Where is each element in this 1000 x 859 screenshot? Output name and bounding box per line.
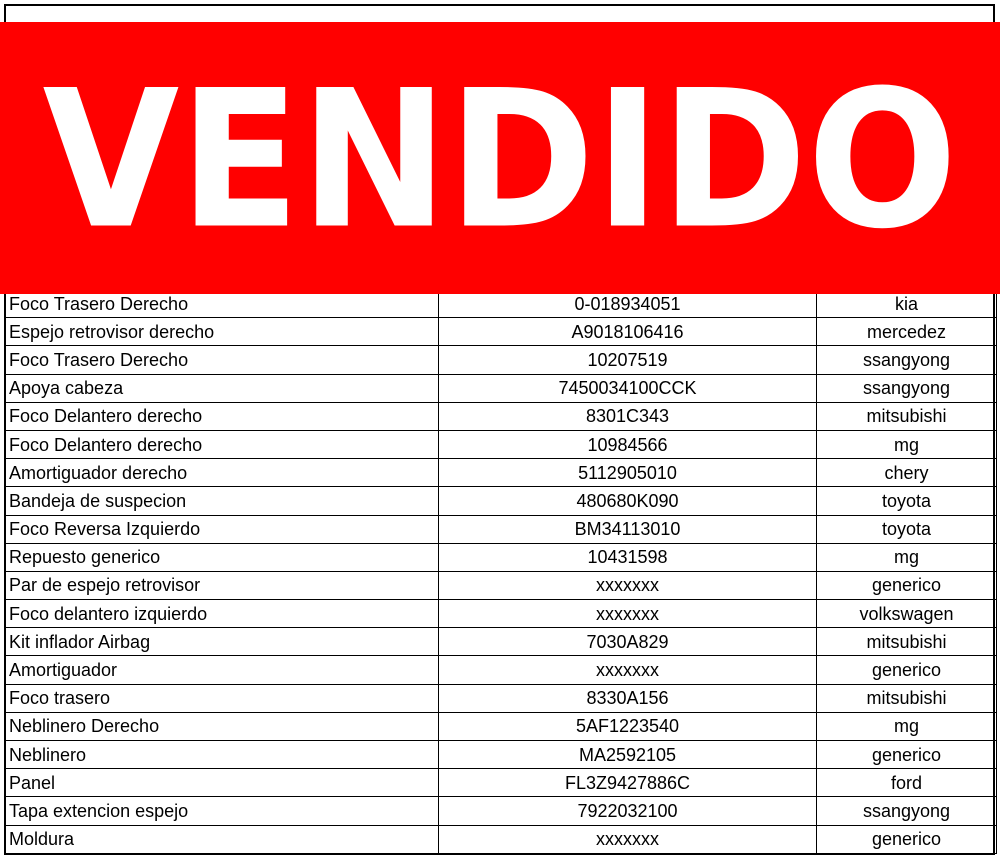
part-brand-cell: chery [817, 459, 997, 487]
part-brand-cell: generico [817, 656, 997, 684]
part-brand-cell: kia [817, 290, 997, 318]
table-row [5, 825, 997, 853]
part-description-cell: Foco Delantero derecho [5, 430, 439, 458]
part-brand-cell: mitsubishi [817, 684, 997, 712]
part-code-cell: FL3Z9427886C [439, 769, 817, 797]
table-row [5, 346, 997, 374]
part-description-cell: Neblinero Derecho [5, 712, 439, 740]
part-description-cell: Amortiguador derecho [5, 459, 439, 487]
part-brand-cell: mercedez [817, 318, 997, 346]
part-brand-cell: mitsubishi [817, 402, 997, 430]
part-code-cell: 0-018934051 [439, 290, 817, 318]
part-description-cell: Amortiguador [5, 656, 439, 684]
part-description-cell: Foco Trasero Derecho [5, 346, 439, 374]
parts-table-body [5, 290, 997, 853]
part-code-cell: 5AF1223540 [439, 712, 817, 740]
part-description-cell: Repuesto generico [5, 543, 439, 571]
part-code-cell: xxxxxxx [439, 600, 817, 628]
part-brand-cell: ssangyong [817, 346, 997, 374]
part-code-cell: 7030A829 [439, 628, 817, 656]
table-row [5, 769, 997, 797]
sold-stamp [0, 22, 1000, 294]
part-description-cell: Foco trasero [5, 684, 439, 712]
part-description-cell: Foco delantero izquierdo [5, 600, 439, 628]
part-code-cell: BM34113010 [439, 515, 817, 543]
part-description-cell: Foco Delantero derecho [5, 402, 439, 430]
table-row [5, 600, 997, 628]
table-row [5, 487, 997, 515]
part-brand-cell: generico [817, 571, 997, 599]
part-description-cell: Foco Reversa Izquierdo [5, 515, 439, 543]
part-brand-cell: ssangyong [817, 374, 997, 402]
part-brand-cell: mitsubishi [817, 628, 997, 656]
part-description-cell: Moldura [5, 825, 439, 853]
part-code-cell: A9018106416 [439, 318, 817, 346]
part-brand-cell: ford [817, 769, 997, 797]
part-description-cell: Kit inflador Airbag [5, 628, 439, 656]
table-row [5, 712, 997, 740]
part-brand-cell: generico [817, 741, 997, 769]
table-row [5, 290, 997, 318]
part-description-cell: Panel [5, 769, 439, 797]
table-row [5, 459, 997, 487]
part-code-cell: MA2592105 [439, 741, 817, 769]
part-brand-cell: generico [817, 825, 997, 853]
sold-stamp-label: VENDIDO [42, 49, 958, 271]
table-row [5, 684, 997, 712]
part-code-cell: xxxxxxx [439, 571, 817, 599]
part-code-cell: xxxxxxx [439, 825, 817, 853]
table-row [5, 543, 997, 571]
part-brand-cell: mg [817, 712, 997, 740]
part-code-cell: 8301C343 [439, 402, 817, 430]
table-row [5, 374, 997, 402]
table-row [5, 571, 997, 599]
part-description-cell: Bandeja de suspecion [5, 487, 439, 515]
part-code-cell: xxxxxxx [439, 656, 817, 684]
part-code-cell: 7922032100 [439, 797, 817, 825]
part-description-cell: Foco Trasero Derecho [5, 290, 439, 318]
part-code-cell: 5112905010 [439, 459, 817, 487]
table-row [5, 797, 997, 825]
part-brand-cell: mg [817, 543, 997, 571]
part-description-cell: Tapa extencion espejo [5, 797, 439, 825]
sold-stamp-text [0, 22, 1000, 294]
part-code-cell: 8330A156 [439, 684, 817, 712]
part-brand-cell: toyota [817, 515, 997, 543]
table-row [5, 515, 997, 543]
part-code-cell: 10984566 [439, 430, 817, 458]
part-code-cell: 480680K090 [439, 487, 817, 515]
part-code-cell: 10431598 [439, 543, 817, 571]
part-brand-cell: ssangyong [817, 797, 997, 825]
part-code-cell: 7450034100CCK [439, 374, 817, 402]
table-row [5, 628, 997, 656]
table-row [5, 402, 997, 430]
part-brand-cell: volkswagen [817, 600, 997, 628]
part-code-cell: 10207519 [439, 346, 817, 374]
part-brand-cell: toyota [817, 487, 997, 515]
part-description-cell: Apoya cabeza [5, 374, 439, 402]
table-row [5, 656, 997, 684]
parts-table [4, 290, 997, 854]
table-row [5, 430, 997, 458]
part-description-cell: Espejo retrovisor derecho [5, 318, 439, 346]
table-row [5, 318, 997, 346]
table-row [5, 741, 997, 769]
part-brand-cell: mg [817, 430, 997, 458]
part-description-cell: Neblinero [5, 741, 439, 769]
part-description-cell: Par de espejo retrovisor [5, 571, 439, 599]
